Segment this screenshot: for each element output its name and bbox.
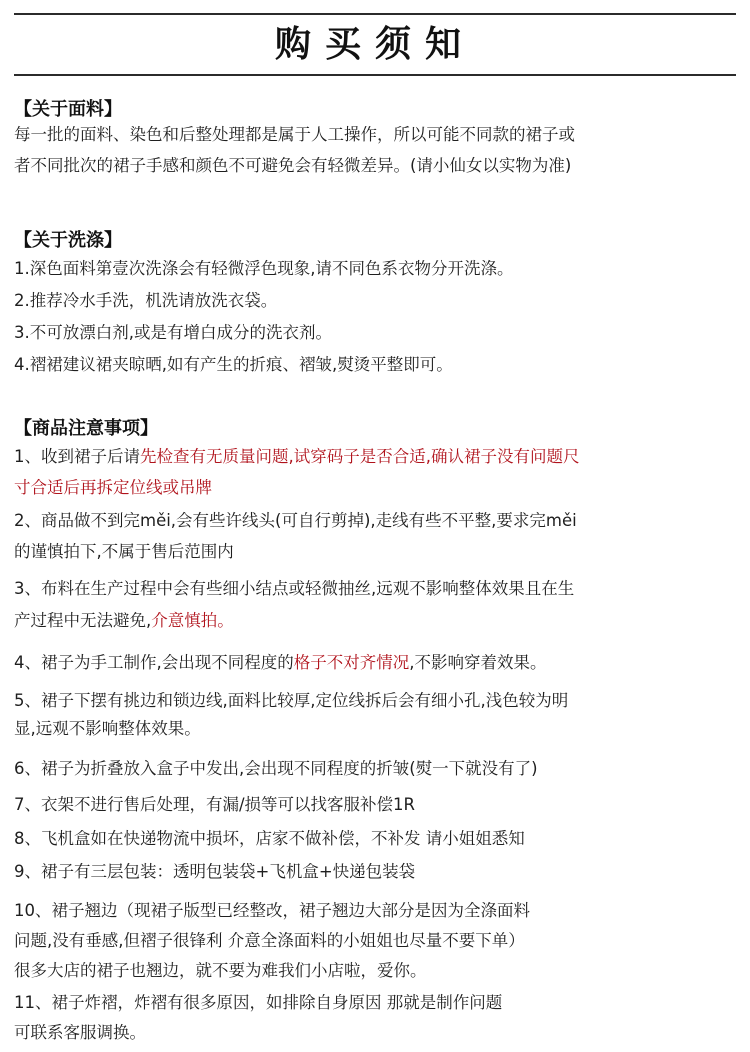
note-7: 7、衣架不进行售后处理，有漏/损等可以找客服补偿1R: [14, 795, 416, 814]
note-1-text: 1、收到裙子后请: [14, 447, 140, 466]
header-bottom-rule: [14, 74, 736, 76]
note-4-highlight: 格子不对齐情况: [293, 653, 410, 672]
note-6: 6、裙子为折叠放入盒子中发出,会出现不同程度的折皱(熨一下就没有了): [14, 759, 538, 778]
note-10-line-1: 10、裙子翘边（现裙子版型已经整改，裙子翘边大部分是因为全涤面料: [14, 901, 530, 920]
note-5-line-1: 5、裙子下摆有挑边和锁边线,面料比较厚,定位线拆后会有细小孔,浅色较为明: [14, 691, 569, 710]
note-10-line-3: 很多大店的裙子也翘边，就不要为难我们小店啦，爱你。: [14, 961, 427, 980]
header-top-rule: [14, 13, 736, 15]
note-3-line-2: [14, 610, 742, 632]
note-2-line-2: 的谨慎拍下,不属于售后范围内: [14, 542, 234, 561]
note-10-line-2: 问题,没有垂感,但褶子很锋利 介意全涤面料的小姐姐也尽量不要下单）: [14, 931, 525, 950]
washing-item-4: 4.褶裙建议裙夹晾晒,如有产生的折痕、褶皱,熨烫平整即可。: [14, 355, 453, 374]
note-9: 9、裙子有三层包装：透明包装袋+飞机盒+快递包装袋: [14, 862, 416, 881]
washing-item-2: 2.推荐冷水手洗，机洗请放洗衣袋。: [14, 291, 278, 310]
note-4-text: 4、裙子为手工制作,会出现不同程度的: [14, 653, 294, 672]
note-11-line-1: 11、裙子炸褶，炸褶有很多原因，如排除自身原因 那就是制作问题: [14, 993, 503, 1012]
note-3-text: 产过程中无法避免,: [14, 611, 152, 630]
note-1-line-2: 寸合适后再拆定位线或吊牌: [14, 478, 212, 497]
page-title: 购买须知: [274, 24, 475, 65]
note-4-line-1: [14, 652, 742, 674]
notes-heading: 【商品注意事项】: [14, 418, 158, 439]
note-8: 8、飞机盒如在快递物流中损坏，店家不做补偿，不补发 请小姐姐悉知: [14, 829, 525, 848]
fabric-heading: 【关于面料】: [14, 99, 122, 120]
note-1-line-1: [14, 446, 742, 468]
note-3-highlight: 介意慎拍。: [151, 611, 234, 630]
washing-item-1: 1.深色面料第壹次洗涤会有轻微浮色现象,请不同色系衣物分开洗涤。: [14, 259, 514, 278]
fabric-line-2: 者不同批次的裙子手感和颜色不可避免会有轻微差异。(请小仙女以实物为准): [14, 156, 572, 175]
note-3-line-1: 3、布料在生产过程中会有些细小结点或轻微抽丝,远观不影响整体效果且在生: [14, 579, 575, 598]
washing-item-3: 3.不可放漂白剂,或是有增白成分的洗衣剂。: [14, 323, 332, 342]
fabric-line-1: 每一批的面料、染色和后整处理都是属于人工操作，所以可能不同款的裙子或: [14, 125, 575, 144]
note-5-line-2: 显,远观不影响整体效果。: [14, 719, 201, 738]
note-11-line-2: 可联系客服调换。: [14, 1023, 146, 1042]
note-1-highlight: 先检查有无质量问题,试穿码子是否合适,确认裙子没有问题尺: [140, 447, 580, 466]
note-4-text-end: ,不影响穿着效果。: [409, 653, 547, 672]
note-2-line-1: 2、商品做不到完měi,会有些许线头(可自行剪掉),走线有些不平整,要求完měi: [14, 511, 577, 530]
washing-heading: 【关于洗涤】: [14, 230, 122, 251]
